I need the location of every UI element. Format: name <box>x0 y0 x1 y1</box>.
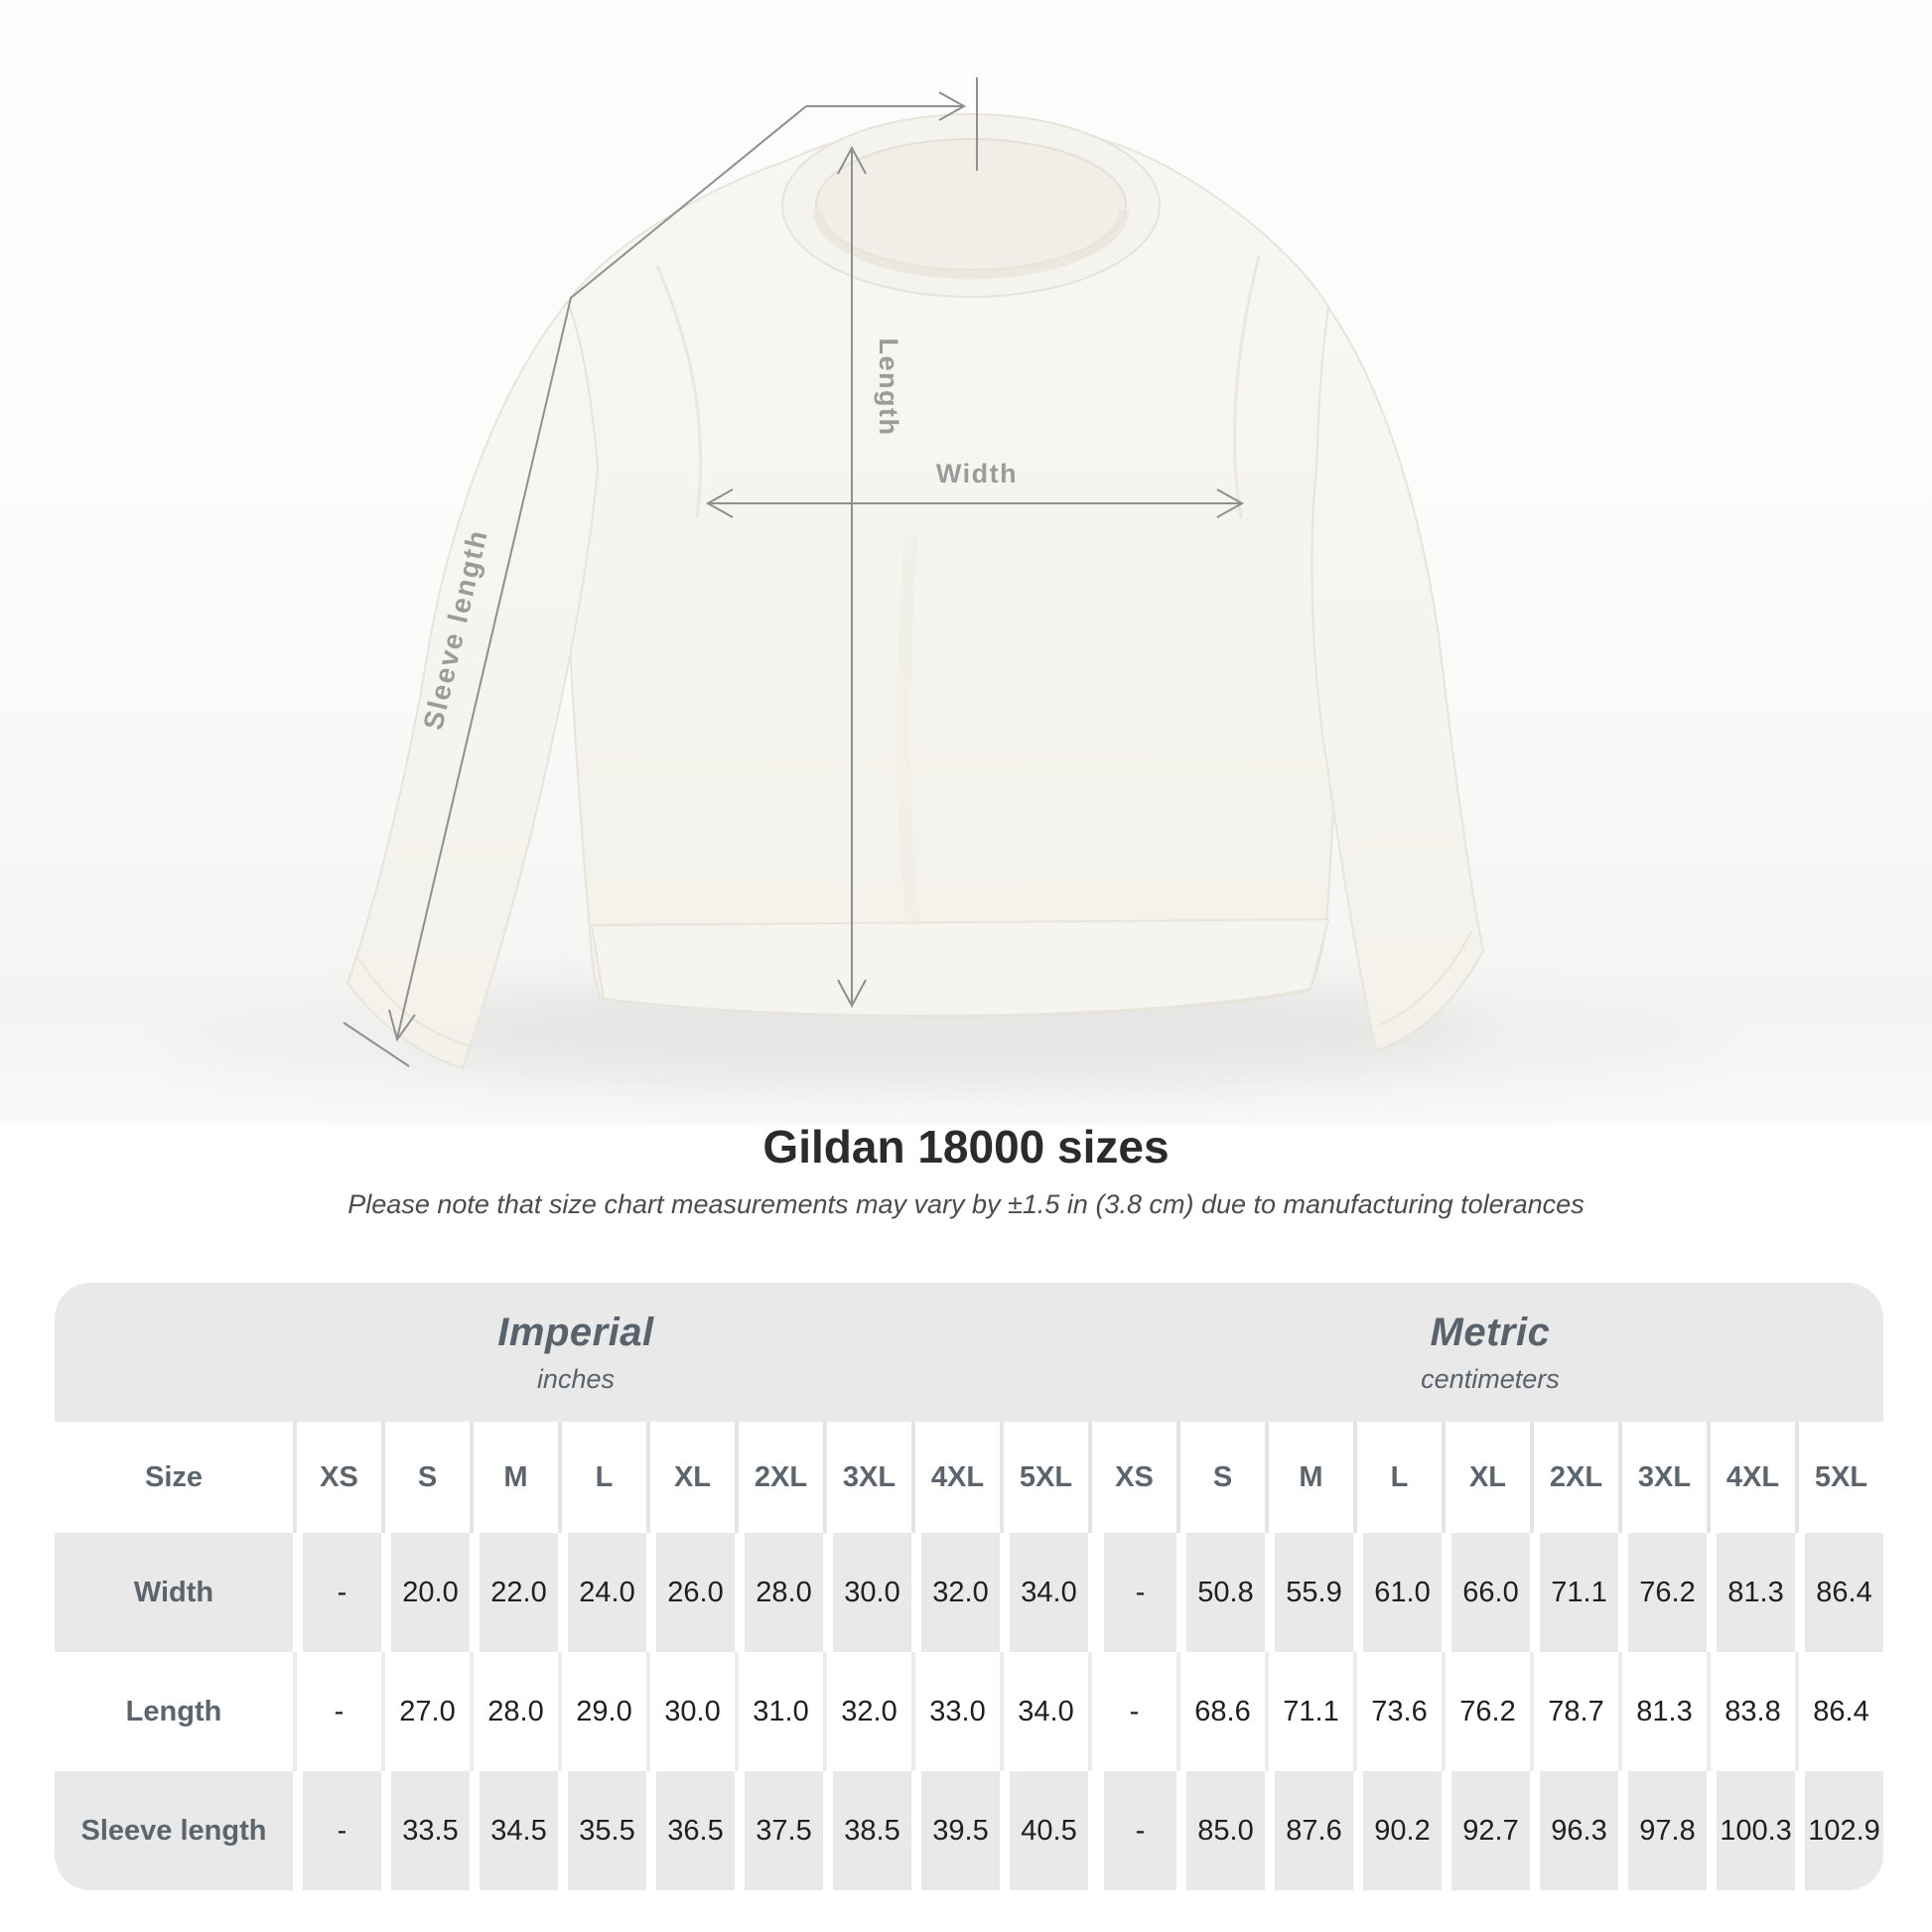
size-cell: M <box>1265 1422 1353 1533</box>
value-cell: 24.0 <box>558 1533 646 1652</box>
metric-label: Metric <box>1430 1310 1551 1354</box>
value-cell: 33.5 <box>381 1771 470 1890</box>
size-cell: XL <box>646 1422 735 1533</box>
value-cell: 68.6 <box>1176 1652 1265 1771</box>
value-cell: 35.5 <box>558 1771 646 1890</box>
size-header-row <box>55 1422 1883 1533</box>
width-row <box>55 1533 1883 1652</box>
size-cell: M <box>470 1422 558 1533</box>
collar <box>782 114 1160 297</box>
value-cell: 86.4 <box>1795 1652 1883 1771</box>
value-cell: 34.0 <box>1000 1533 1088 1652</box>
sweatshirt-hem <box>592 919 1328 1016</box>
value-cell: 22.0 <box>470 1533 558 1652</box>
sleeve-length-row <box>55 1771 1883 1890</box>
value-cell: 29.0 <box>558 1652 646 1771</box>
length-annotation-label: Length <box>874 338 903 437</box>
value-cell: 71.1 <box>1265 1652 1353 1771</box>
value-cell: 83.8 <box>1707 1652 1795 1771</box>
value-cell: 73.6 <box>1353 1652 1442 1771</box>
value-cell: - <box>1088 1533 1176 1652</box>
value-cell: 37.5 <box>735 1771 823 1890</box>
value-cell: 97.8 <box>1618 1771 1707 1890</box>
value-cell: 31.0 <box>735 1652 823 1771</box>
size-cell: XS <box>1088 1422 1176 1533</box>
unit-header-band <box>55 1283 1883 1422</box>
value-cell: - <box>293 1533 381 1652</box>
imperial-header <box>55 1283 1097 1422</box>
value-cell: 87.6 <box>1265 1771 1353 1890</box>
size-cell: S <box>1176 1422 1265 1533</box>
value-cell: 30.0 <box>823 1533 911 1652</box>
value-cell: 40.5 <box>1000 1771 1088 1890</box>
value-cell: 28.0 <box>470 1652 558 1771</box>
row-label-cell: Width <box>133 1576 214 1608</box>
value-cell: 76.2 <box>1442 1652 1530 1771</box>
value-cell: - <box>1088 1652 1176 1771</box>
left-sleeve <box>347 302 598 1068</box>
size-cell: 4XL <box>1707 1422 1795 1533</box>
value-cell: 33.0 <box>911 1652 1000 1771</box>
width-annotation-label: Width <box>935 459 1019 488</box>
value-cell: 34.5 <box>470 1771 558 1890</box>
value-cell: 66.0 <box>1442 1533 1530 1652</box>
value-cell: 38.5 <box>823 1771 911 1890</box>
value-cell: 26.0 <box>646 1533 735 1652</box>
title-block <box>0 1120 1932 1220</box>
size-cell: 5XL <box>1795 1422 1883 1533</box>
size-table <box>55 1283 1883 1890</box>
value-cell: 92.7 <box>1442 1771 1530 1890</box>
value-cell: 100.3 <box>1707 1771 1795 1890</box>
size-cell: L <box>558 1422 646 1533</box>
size-cell: XL <box>1442 1422 1530 1533</box>
value-cell: 90.2 <box>1353 1771 1442 1890</box>
size-cell: 3XL <box>1618 1422 1707 1533</box>
sleeve-length-annotation-label: Sleeve length <box>417 525 494 733</box>
right-sleeve <box>1311 308 1483 1050</box>
value-cell: 85.0 <box>1176 1771 1265 1890</box>
imperial-unit: inches <box>536 1363 615 1394</box>
value-cell: 32.0 <box>823 1652 911 1771</box>
value-cell: 27.0 <box>381 1652 470 1771</box>
value-cell: 71.1 <box>1530 1533 1618 1652</box>
page-title: Gildan 18000 sizes <box>762 1121 1170 1173</box>
size-cell: 3XL <box>823 1422 911 1533</box>
metric-header <box>1097 1283 1883 1422</box>
row-label-cell: Length <box>125 1695 222 1727</box>
value-cell: 20.0 <box>381 1533 470 1652</box>
value-cell: 39.5 <box>911 1771 1000 1890</box>
size-corner-cell: Size <box>144 1460 204 1493</box>
row-label-cell: Sleeve length <box>80 1814 267 1847</box>
value-cell: 96.3 <box>1530 1771 1618 1890</box>
size-cell: L <box>1353 1422 1442 1533</box>
value-cell: - <box>293 1771 381 1890</box>
value-cell: 32.0 <box>911 1533 1000 1652</box>
value-cell: 78.7 <box>1530 1652 1618 1771</box>
value-cell: 61.0 <box>1353 1533 1442 1652</box>
value-cell: - <box>293 1652 381 1771</box>
size-cell: 4XL <box>911 1422 1000 1533</box>
value-cell: 81.3 <box>1707 1533 1795 1652</box>
metric-unit: centimeters <box>1421 1363 1560 1394</box>
size-cell: 5XL <box>1000 1422 1088 1533</box>
value-cell: 81.3 <box>1618 1652 1707 1771</box>
value-cell: 76.2 <box>1618 1533 1707 1652</box>
value-cell: 102.9 <box>1795 1771 1883 1890</box>
size-cell: 2XL <box>735 1422 823 1533</box>
imperial-label: Imperial <box>497 1310 654 1354</box>
length-row <box>55 1652 1883 1771</box>
size-cell: S <box>381 1422 470 1533</box>
size-cell: XS <box>293 1422 381 1533</box>
sweatshirt-illustration <box>347 114 1483 1068</box>
value-cell: 55.9 <box>1265 1533 1353 1652</box>
value-cell: 28.0 <box>735 1533 823 1652</box>
tolerance-note: Please note that size chart measurements may vary by ±1.5 in (3.8 cm) due to manufacturing tolerances <box>347 1189 1585 1219</box>
value-cell: 30.0 <box>646 1652 735 1771</box>
size-cell: 2XL <box>1530 1422 1618 1533</box>
value-cell: 34.0 <box>1000 1652 1088 1771</box>
value-cell: 86.4 <box>1795 1533 1883 1652</box>
value-cell: - <box>1088 1771 1176 1890</box>
value-cell: 50.8 <box>1176 1533 1265 1652</box>
value-cell: 36.5 <box>646 1771 735 1890</box>
